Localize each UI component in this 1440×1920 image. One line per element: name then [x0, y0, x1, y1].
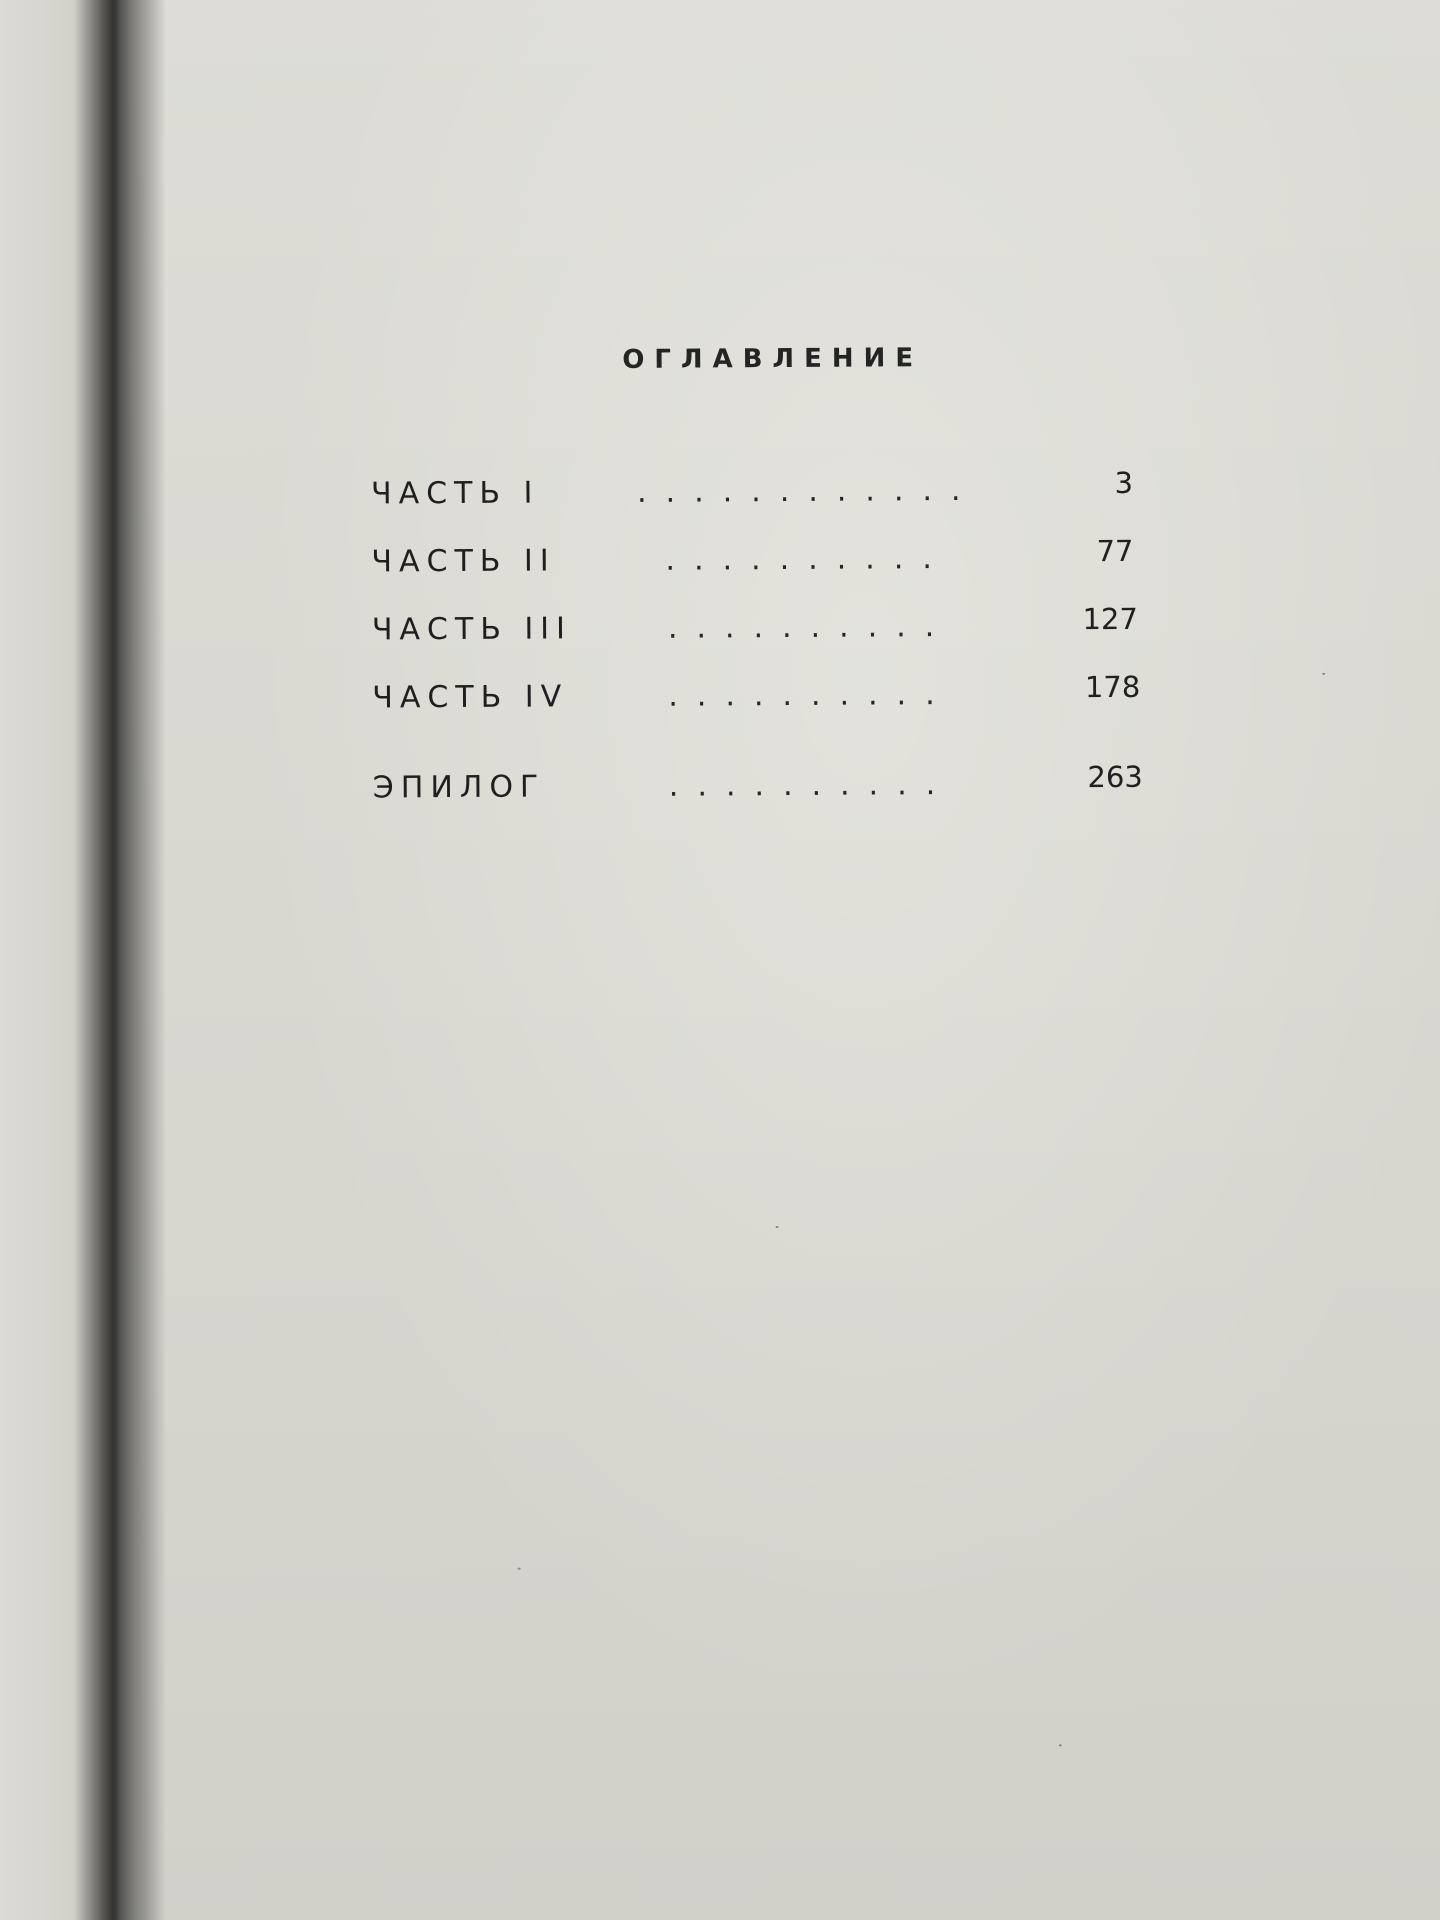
- toc-page-number: 263: [1087, 759, 1143, 795]
- toc-entry-epilogue: [372, 759, 1153, 821]
- toc-dot-leader: ..........: [665, 540, 951, 578]
- toc-dot-leader: ............: [636, 472, 980, 510]
- toc-entry-label: ЧАСТЬ I: [370, 475, 540, 512]
- paper-speck: [1059, 1744, 1062, 1746]
- toc-entry-label: ЧАСТЬ II: [371, 543, 556, 580]
- toc-page-number: 127: [1082, 601, 1138, 637]
- page-gutter-shadow: [74, 0, 166, 1920]
- paper-speck: [518, 1568, 521, 1570]
- toc-entry-part-1: [370, 465, 1151, 527]
- toc-entry-part-3: [371, 601, 1152, 663]
- toc-page-number: 77: [1096, 533, 1134, 569]
- toc-page-number: 3: [1114, 465, 1134, 500]
- toc-dot-leader: ..........: [667, 608, 954, 646]
- toc-page-number: 178: [1084, 669, 1141, 705]
- toc-entry-label: ЧАСТЬ IV: [372, 679, 569, 716]
- toc-list: [368, 0, 1173, 889]
- toc-entry-part-4: [372, 669, 1152, 731]
- toc-dot-leader: ..........: [668, 676, 954, 714]
- toc-dot-leader: ..........: [668, 766, 955, 804]
- toc-heading: ОГЛАВЛЕНИЕ: [622, 343, 924, 375]
- paper-speck: [776, 1226, 779, 1228]
- contents-page: [128, 0, 1440, 1920]
- toc-entry-part-2: [371, 533, 1151, 595]
- paper-speck: [1322, 673, 1325, 675]
- toc-entry-label: ЧАСТЬ III: [371, 611, 573, 648]
- toc-entry-label: ЭПИЛОГ: [372, 769, 546, 806]
